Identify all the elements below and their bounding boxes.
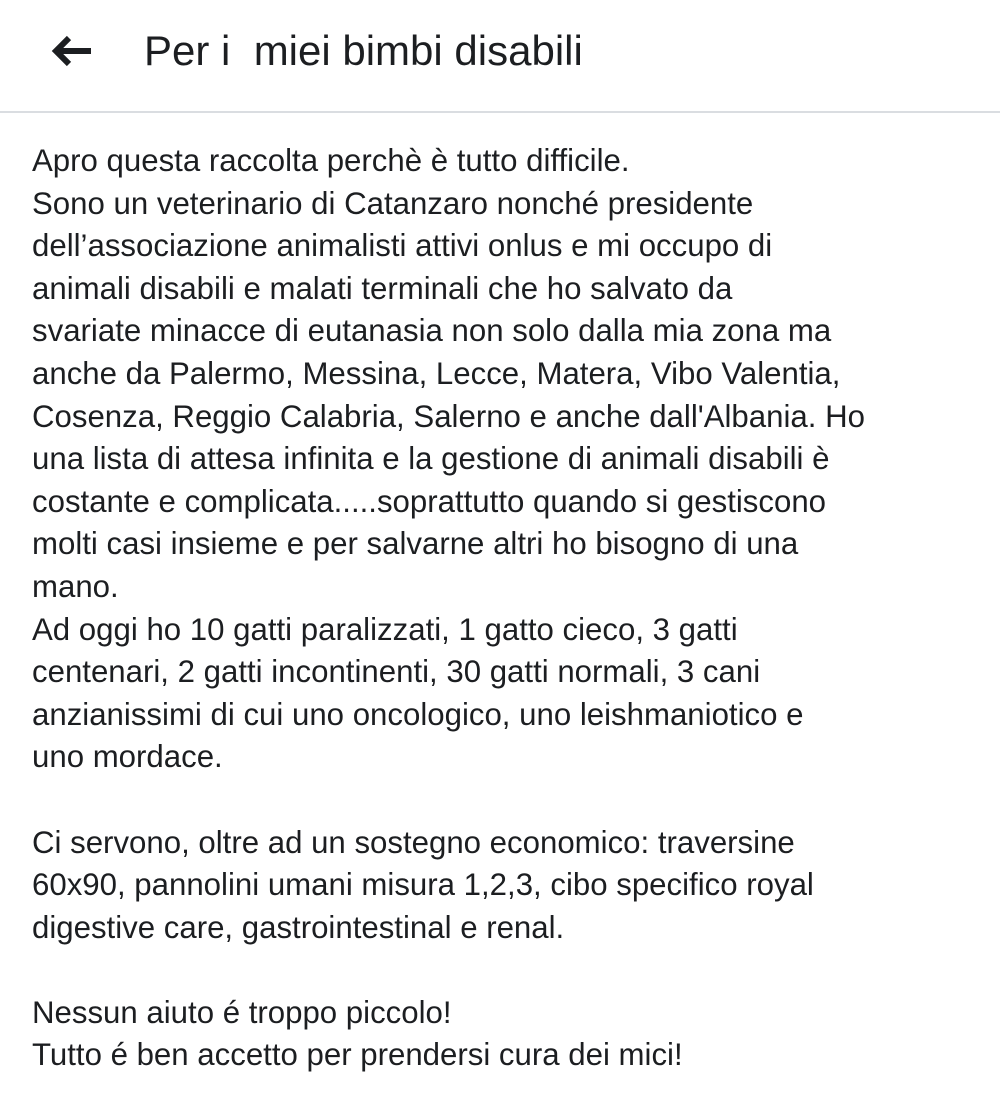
story-line: molti casi insieme e per salvarne altri ho bisogno di una (32, 526, 799, 562)
story-line: Ad oggi ho 10 gatti paralizzati, 1 gatto cieco, 3 gatti (32, 611, 738, 647)
story-line: Cosenza, Reggio Calabria, Salerno e anche dall'Albania. Ho (32, 398, 865, 434)
story-line: Ci servono, oltre ad un sostegno economico: traversine (32, 824, 795, 860)
story-line: svariate minacce di eutanasia non solo dalla mia zona ma (32, 313, 832, 349)
story-line: Apro questa raccolta perchè è tutto difficile. (32, 143, 630, 178)
story-line: Nessun aiuto é troppo piccolo! (32, 994, 452, 1030)
story-line (32, 779, 968, 822)
story-line: Sono un veterinario di Catanzaro nonché presidente (32, 185, 754, 221)
story-line: centenari, 2 gatti incontinenti, 30 gatti normali, 3 cani (32, 654, 761, 690)
page-title: Per i miei bimbi disabili (144, 27, 583, 74)
story-line: digestive care, gastrointestinal e renal. (32, 909, 565, 945)
story-line: anzianissimi di cui uno oncologico, uno leishmaniotico e (32, 696, 804, 732)
story-line: una lista di attesa infinita e la gestione di animali disabili è (32, 441, 830, 477)
story-line: 60x90, pannolini umani misura 1,2,3, cibo specifico royal (32, 867, 814, 903)
story-line: Tutto é ben accetto per prendersi cura dei mici! (32, 1037, 683, 1073)
story-line: mano. (32, 568, 119, 604)
story-line: costante e complicata.....soprattutto quando si gestiscono (32, 483, 827, 519)
story-line: animali disabili e malati terminali che ho salvato da (32, 270, 733, 306)
story-text (32, 140, 968, 1077)
story-line (32, 949, 968, 992)
story-line: uno mordace. (32, 739, 223, 775)
story-line: dell’associazione animalisti attivi onlus e mi occupo di (32, 228, 773, 264)
story-line: anche da Palermo, Messina, Lecce, Matera, Vibo Valentia, (32, 355, 841, 391)
